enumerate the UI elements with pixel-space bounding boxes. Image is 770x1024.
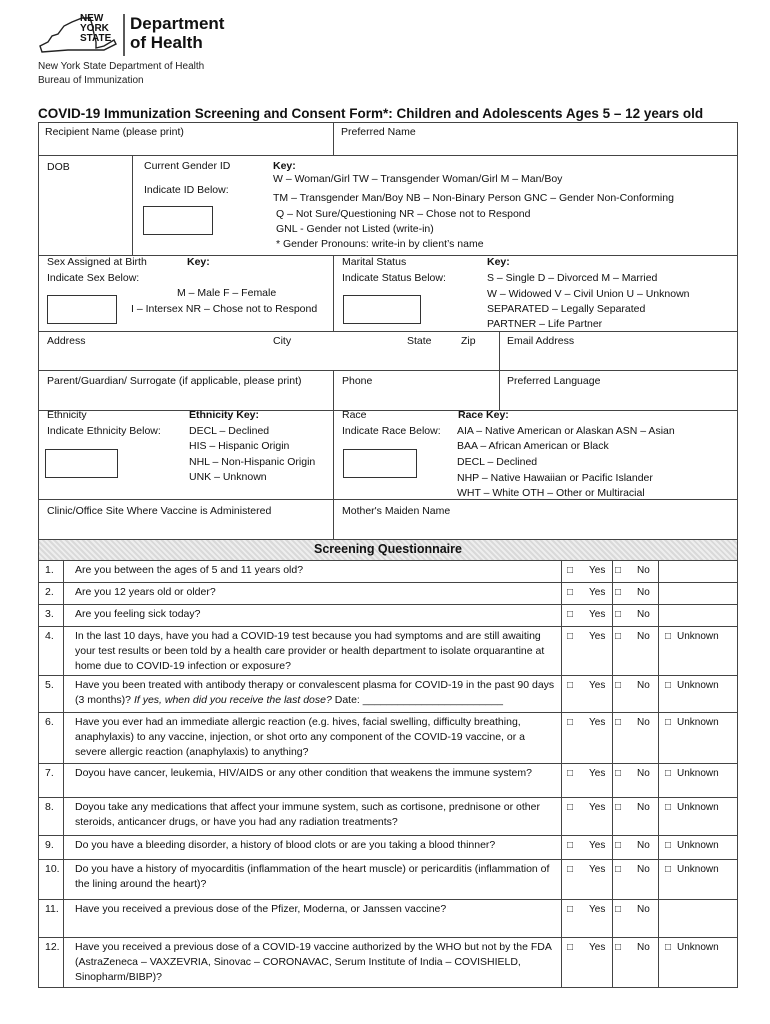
no-checkbox[interactable]: □ bbox=[615, 840, 622, 851]
question-row bbox=[39, 899, 737, 937]
no-checkbox[interactable]: □ bbox=[615, 768, 622, 779]
address-label[interactable]: Address bbox=[47, 335, 86, 347]
question-row bbox=[39, 604, 737, 626]
question-number: 7. bbox=[45, 767, 54, 779]
question-row bbox=[39, 582, 737, 604]
yes-checkbox[interactable]: □ bbox=[567, 802, 574, 813]
question-number: 3. bbox=[45, 608, 54, 620]
question-text bbox=[75, 715, 555, 760]
question-body: Are you 12 years old or older? bbox=[75, 586, 216, 598]
marital-status-input[interactable] bbox=[343, 295, 421, 324]
yes-checkbox[interactable]: □ bbox=[567, 904, 574, 915]
sex-assigned-label: Sex Assigned at Birth bbox=[47, 256, 147, 268]
question-row bbox=[39, 560, 737, 582]
gender-key-line: TM – Transgender Man/Boy NB – Non-Binary Person GNC – Gender Non-Conforming bbox=[273, 192, 674, 204]
unknown-checkbox[interactable]: □ bbox=[665, 942, 672, 953]
question-body: Do you have a history of myocarditis (inflammation of the heart muscle) or pericarditis (inflammation of the lining around the heart)? bbox=[75, 863, 550, 890]
no-label: No bbox=[637, 840, 650, 851]
agency-block bbox=[38, 60, 204, 88]
question-body: Do you have a bleeding disorder, a history of blood clots or are you taking a blood thinner? bbox=[75, 839, 496, 851]
ethnicity-input[interactable] bbox=[45, 449, 118, 478]
gender-pronouns-note: * Gender Pronouns: write-in by client’s name bbox=[276, 238, 484, 250]
gender-id-input[interactable] bbox=[143, 206, 213, 235]
marital-key-line: SEPARATED – Legally Separated bbox=[487, 303, 646, 315]
question-number: 10. bbox=[45, 863, 60, 875]
question-number: 6. bbox=[45, 716, 54, 728]
race-key-line: AIA – Native American or Alaskan ASN – Asian bbox=[457, 425, 675, 437]
no-label: No bbox=[637, 587, 650, 598]
question-row bbox=[39, 712, 737, 763]
question-number: 2. bbox=[45, 586, 54, 598]
city-label[interactable]: City bbox=[273, 335, 292, 347]
unknown-label: Unknown bbox=[677, 631, 719, 642]
yes-checkbox[interactable]: □ bbox=[567, 942, 574, 953]
unknown-label: Unknown bbox=[677, 768, 719, 779]
gender-key-line: GNL - Gender not Listed (write-in) bbox=[276, 223, 434, 235]
question-text bbox=[75, 902, 555, 917]
question-followup: If yes, when did you receive the last dose? bbox=[133, 694, 332, 706]
question-body: Doyou have cancer, leukemia, HIV/AIDS or any other condition that weakens the immune system? bbox=[75, 767, 532, 779]
no-label: No bbox=[637, 802, 650, 813]
yes-checkbox[interactable]: □ bbox=[567, 565, 574, 576]
agency-name: New York State Department of Health bbox=[38, 61, 205, 72]
question-body: In the last 10 days, have you had a COVID-19 test because you had symptoms and are still awaiting your test results or been told by a health care provider or health department to isolate orquarantine at home due to COVID-19 infection or exposure? bbox=[75, 630, 545, 672]
yes-label: Yes bbox=[589, 587, 606, 598]
consent-form bbox=[38, 122, 738, 988]
yes-label: Yes bbox=[589, 717, 606, 728]
yes-label: Yes bbox=[589, 904, 606, 915]
divider bbox=[499, 331, 500, 410]
no-label: No bbox=[637, 768, 650, 779]
question-text bbox=[75, 940, 555, 985]
yes-checkbox[interactable]: □ bbox=[567, 680, 574, 691]
gender-key-line: Q – Not Sure/Questioning NR – Chose not to Respond bbox=[276, 208, 531, 220]
question-text bbox=[75, 607, 555, 622]
question-number: 5. bbox=[45, 679, 54, 691]
indicate-ethnicity-label: Indicate Ethnicity Below: bbox=[47, 425, 161, 437]
phone-label[interactable]: Phone bbox=[342, 375, 373, 387]
yes-label: Yes bbox=[589, 840, 606, 851]
dob-label[interactable]: DOB bbox=[47, 161, 70, 173]
question-body: Have you received a previous dose of a COVID-19 vaccine authorized by the WHO but not by the FDA (AstraZeneca – VAXZEVRIA, Sinovac – CORONAVAC, Serum Institute of India – COVISHIELD, Sinopharm/BIBP)? bbox=[75, 941, 552, 983]
divider bbox=[132, 155, 133, 255]
yes-label: Yes bbox=[589, 565, 606, 576]
unknown-label: Unknown bbox=[677, 717, 719, 728]
unknown-checkbox[interactable]: □ bbox=[665, 864, 672, 875]
guardian-label[interactable]: Parent/Guardian/ Surrogate (if applicable, please print) bbox=[47, 375, 302, 387]
question-number: 12. bbox=[45, 941, 60, 953]
yes-label: Yes bbox=[589, 864, 606, 875]
ethnicity-label: Ethnicity bbox=[47, 409, 87, 421]
question-text bbox=[75, 678, 555, 708]
sex-key-label: Key: bbox=[187, 256, 210, 268]
logo-state-line-2: YORK bbox=[80, 23, 109, 34]
race-key-line: BAA – African American or Black bbox=[457, 440, 609, 452]
question-text bbox=[75, 766, 555, 781]
unknown-checkbox[interactable]: □ bbox=[665, 680, 672, 691]
sex-input[interactable] bbox=[47, 295, 117, 324]
gender-key-line: W – Woman/Girl TW – Transgender Woman/Girl M – Man/Boy bbox=[273, 173, 563, 185]
question-number: 9. bbox=[45, 839, 54, 851]
unknown-checkbox[interactable]: □ bbox=[665, 802, 672, 813]
ethnicity-key-line: NHL – Non-Hispanic Origin bbox=[189, 456, 316, 468]
no-checkbox[interactable]: □ bbox=[615, 904, 622, 915]
unknown-label: Unknown bbox=[677, 942, 719, 953]
ethnicity-key-line: UNK – Unknown bbox=[189, 471, 267, 483]
yes-label: Yes bbox=[589, 631, 606, 642]
form-title: COVID-19 Immunization Screening and Consent Form*: Children and Adolescents Ages 5 – 12 years old bbox=[38, 106, 704, 121]
maiden-name-label[interactable]: Mother's Maiden Name bbox=[342, 505, 451, 517]
question-text bbox=[75, 862, 555, 892]
unknown-label: Unknown bbox=[677, 840, 719, 851]
logo-dept-line-1: Department bbox=[130, 14, 225, 33]
no-label: No bbox=[637, 631, 650, 642]
sex-key-line: M – Male F – Female bbox=[177, 287, 277, 299]
yes-label: Yes bbox=[589, 609, 606, 620]
question-row bbox=[39, 835, 737, 859]
questionnaire-header bbox=[39, 539, 737, 561]
no-checkbox[interactable]: □ bbox=[615, 942, 622, 953]
yes-label: Yes bbox=[589, 768, 606, 779]
unknown-checkbox[interactable]: □ bbox=[665, 631, 672, 642]
no-checkbox[interactable]: □ bbox=[615, 680, 622, 691]
divider bbox=[39, 370, 737, 371]
race-key-line: WHT – White OTH – Other or Multiracial bbox=[457, 487, 645, 499]
unknown-checkbox[interactable]: □ bbox=[665, 768, 672, 779]
no-checkbox[interactable]: □ bbox=[615, 565, 622, 576]
question-text bbox=[75, 838, 555, 853]
question-number: 4. bbox=[45, 630, 54, 642]
indicate-race-label: Indicate Race Below: bbox=[342, 425, 441, 437]
race-key-line: NHP – Native Hawaiian or Pacific Islander bbox=[457, 472, 653, 484]
no-checkbox[interactable]: □ bbox=[615, 609, 622, 620]
marital-key-line: S – Single D – Divorced M – Married bbox=[487, 272, 658, 284]
no-checkbox[interactable]: □ bbox=[615, 864, 622, 875]
divider bbox=[333, 370, 334, 410]
gender-key-label: Key: bbox=[273, 160, 296, 172]
yes-label: Yes bbox=[589, 680, 606, 691]
yes-label: Yes bbox=[589, 802, 606, 813]
no-label: No bbox=[637, 565, 650, 576]
marital-key-line: W – Widowed V – Civil Union U – Unknown bbox=[487, 288, 690, 300]
question-body: Are you between the ages of 5 and 11 years old? bbox=[75, 564, 304, 576]
race-key-line: DECL – Declined bbox=[457, 456, 538, 468]
question-text bbox=[75, 629, 555, 674]
logo-state-line-1: NEW bbox=[80, 13, 104, 24]
unknown-label: Unknown bbox=[677, 680, 719, 691]
language-label[interactable]: Preferred Language bbox=[507, 375, 601, 387]
email-label[interactable]: Email Address bbox=[507, 335, 575, 347]
question-row bbox=[39, 763, 737, 797]
marital-key-label: Key: bbox=[487, 256, 510, 268]
clinic-label[interactable]: Clinic/Office Site Where Vaccine is Administered bbox=[47, 505, 272, 517]
question-number: 8. bbox=[45, 801, 54, 813]
question-row bbox=[39, 626, 737, 675]
question-number: 1. bbox=[45, 564, 54, 576]
sex-key-line: I – Intersex NR – Chose not to Respond bbox=[131, 303, 318, 315]
unknown-checkbox[interactable]: □ bbox=[665, 717, 672, 728]
ethnicity-key-label: Ethnicity Key: bbox=[189, 409, 260, 421]
ethnicity-key-line: DECL – Declined bbox=[189, 425, 270, 437]
no-checkbox[interactable]: □ bbox=[615, 587, 622, 598]
indicate-id-label: Indicate ID Below: bbox=[144, 184, 229, 196]
divider bbox=[39, 410, 737, 411]
question-text bbox=[75, 800, 555, 830]
divider bbox=[39, 155, 737, 156]
yes-checkbox[interactable]: □ bbox=[567, 864, 574, 875]
marital-key-line: PARTNER – Life Partner bbox=[487, 318, 603, 330]
yes-checkbox[interactable]: □ bbox=[567, 609, 574, 620]
question-number: 11. bbox=[45, 903, 59, 915]
yes-label: Yes bbox=[589, 942, 606, 953]
unknown-label: Unknown bbox=[677, 864, 719, 875]
logo-dept-line-2: of Health bbox=[130, 33, 203, 52]
unknown-checkbox[interactable]: □ bbox=[665, 840, 672, 851]
no-checkbox[interactable]: □ bbox=[615, 631, 622, 642]
divider bbox=[333, 123, 334, 155]
nys-doh-logo bbox=[38, 12, 238, 62]
state-label[interactable]: State bbox=[407, 335, 432, 347]
question-body: Doyou take any medications that affect your immune system, such as cortisone, prednisone or other steroids, anticancer drugs, or have you had any radiation treatments? bbox=[75, 801, 540, 828]
no-label: No bbox=[637, 904, 650, 915]
no-checkbox[interactable]: □ bbox=[615, 717, 622, 728]
divider bbox=[39, 331, 737, 332]
question-body: Are you feeling sick today? bbox=[75, 608, 201, 620]
bureau-name: Bureau of Immunization bbox=[38, 75, 144, 86]
question-row bbox=[39, 859, 737, 899]
question-text bbox=[75, 563, 555, 578]
yes-checkbox[interactable]: □ bbox=[567, 587, 574, 598]
yes-checkbox[interactable]: □ bbox=[567, 631, 574, 642]
no-label: No bbox=[637, 942, 650, 953]
question-text bbox=[75, 585, 555, 600]
questionnaire-title: Screening Questionnaire bbox=[314, 542, 462, 556]
indicate-status-label: Indicate Status Below: bbox=[342, 272, 446, 284]
marital-status-label: Marital Status bbox=[342, 256, 407, 268]
race-key-label: Race Key: bbox=[458, 409, 509, 421]
race-input[interactable] bbox=[343, 449, 417, 478]
zip-label[interactable]: Zip bbox=[461, 335, 476, 347]
question-row bbox=[39, 797, 737, 835]
date-field[interactable]: Date: ________________________ bbox=[334, 694, 503, 706]
no-label: No bbox=[637, 680, 650, 691]
no-label: No bbox=[637, 864, 650, 875]
gender-id-label: Current Gender ID bbox=[144, 160, 231, 172]
divider bbox=[333, 255, 334, 331]
question-row bbox=[39, 937, 737, 987]
logo-state-line-3: STATE bbox=[80, 33, 112, 44]
no-label: No bbox=[637, 609, 650, 620]
no-checkbox[interactable]: □ bbox=[615, 802, 622, 813]
no-label: No bbox=[637, 717, 650, 728]
question-body: Have you ever had an immediate allergic reaction (e.g. hives, facial swelling, difficulty breathing, anaphylaxis) to any vaccine, injection, or shot orto any component of the COVID-19 vaccine, or a severe allergic reaction (anaphylaxis) to anything? bbox=[75, 716, 525, 758]
yes-checkbox[interactable]: □ bbox=[567, 840, 574, 851]
divider bbox=[333, 410, 334, 539]
yes-checkbox[interactable]: □ bbox=[567, 768, 574, 779]
question-body: Have you received a previous dose of the Pfizer, Moderna, or Janssen vaccine? bbox=[75, 903, 447, 915]
yes-checkbox[interactable]: □ bbox=[567, 717, 574, 728]
recipient-name-label[interactable]: Recipient Name (please print) bbox=[45, 126, 184, 138]
ethnicity-key-line: HIS – Hispanic Origin bbox=[189, 440, 290, 452]
race-label: Race bbox=[342, 409, 367, 421]
unknown-label: Unknown bbox=[677, 802, 719, 813]
question-row bbox=[39, 675, 737, 712]
question-body: Have you been treated with antibody therapy or convalescent plasma for COVID-19 in the past 90 days (3 months)? bbox=[75, 679, 555, 706]
preferred-name-label[interactable]: Preferred Name bbox=[341, 126, 416, 138]
indicate-sex-label: Indicate Sex Below: bbox=[47, 272, 140, 284]
